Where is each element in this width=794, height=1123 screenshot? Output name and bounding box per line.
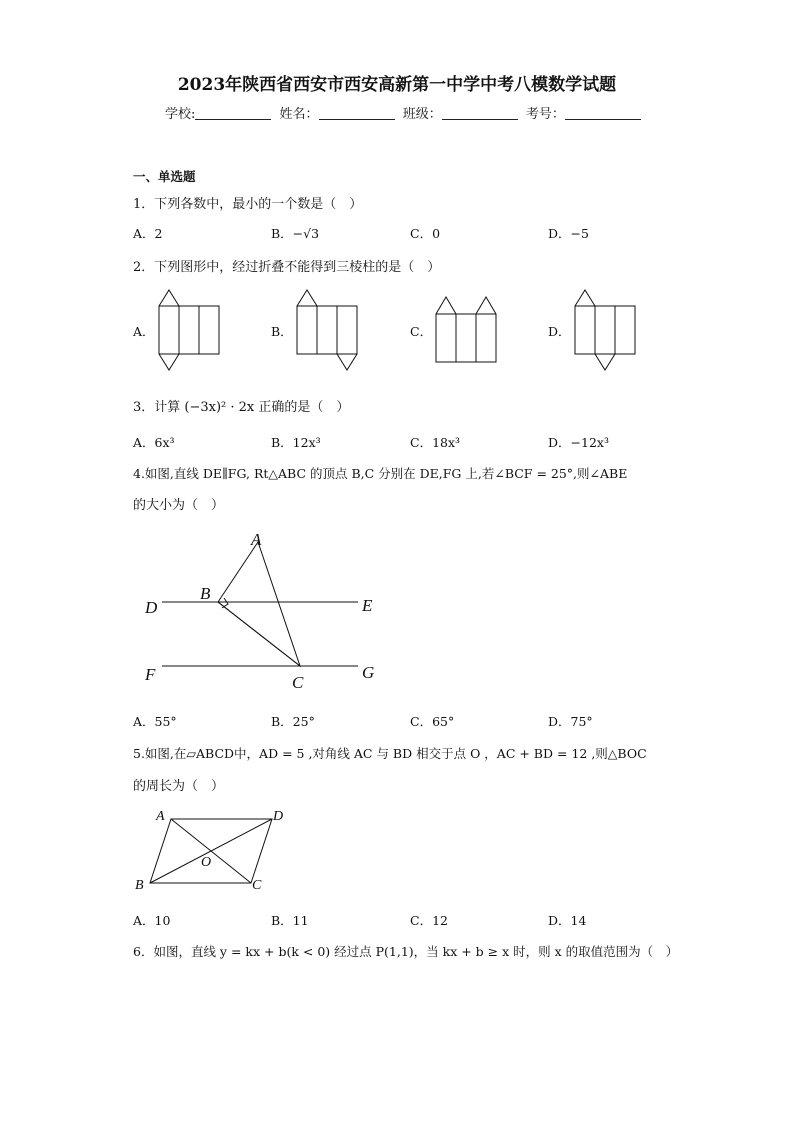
name-label: 姓名： <box>279 107 319 122</box>
right-angle-mark <box>222 598 228 608</box>
name-blank <box>319 106 395 120</box>
question-2-option-d: D． <box>548 324 571 339</box>
label-c: C <box>252 878 262 893</box>
question-5-stem-line-1: 5.如图,在▱ABCD中，AD = 5 ,对角线 AC 与 BD 相交于点 O ，AC + BD = 12 ,则△BOC <box>133 746 647 761</box>
label-b: B <box>135 878 144 893</box>
question-5-option-b: B．11 <box>271 913 309 928</box>
question-5-option-c: C．12 <box>410 913 448 928</box>
question-1-option-c: C．0 <box>410 226 441 241</box>
prism-net-b-figure <box>290 286 370 376</box>
page-title: 2023年陕西省西安市西安高新第一中学中考八模数学试题 <box>177 75 617 95</box>
question-2-option-a: A． <box>133 324 155 339</box>
question-5-option-d: D．14 <box>548 913 587 928</box>
student-info-line <box>165 103 645 122</box>
question-2-option-c: C． <box>410 324 433 339</box>
label-o: O <box>201 855 212 870</box>
question-1-stem: 1．下列各数中，最小的一个数是（ ） <box>133 197 363 212</box>
question-3-option-d: D．−12x³ <box>548 435 609 450</box>
question-3-option-c: C．18x³ <box>410 435 461 450</box>
prism-net-d-figure <box>567 286 647 376</box>
class-blank <box>442 106 518 120</box>
parallel-lines-triangle-figure <box>140 525 390 695</box>
question-4-stem-line-1: 4.如图,直线 DE∥FG, Rt△ABC 的顶点 B,C 分别在 DE,FG 上,若∠BCF = 25°,则∠ABE <box>133 466 628 481</box>
label-e: E <box>362 596 373 615</box>
label-g: G <box>362 663 375 682</box>
exam-number-label: 考号： <box>525 107 565 122</box>
question-5-option-a: A．10 <box>133 913 171 928</box>
question-4-option-d: D．75° <box>548 714 593 729</box>
label-c: C <box>292 673 304 692</box>
school-blank <box>195 106 271 120</box>
question-2-stem: 2．下列图形中，经过折叠不能得到三棱柱的是（ ） <box>133 260 441 275</box>
school-label: 学校: <box>165 107 196 122</box>
question-1-option-a: A．2 <box>133 226 163 241</box>
section-heading: 一、单选题 <box>133 169 196 184</box>
prism-net-a-figure <box>150 286 230 376</box>
parallelogram-figure <box>130 805 290 895</box>
label-d: D <box>145 598 158 617</box>
question-5-stem-line-2: 的周长为（ ） <box>133 779 225 794</box>
label-a: A <box>251 530 262 549</box>
triangle-abc <box>218 542 300 666</box>
label-d: D <box>273 809 284 824</box>
question-4-option-c: C．65° <box>410 714 455 729</box>
question-3-stem: 3．计算 (−3x)² · 2x 正确的是（ ） <box>133 400 350 415</box>
prism-net-c-figure <box>428 290 508 370</box>
exam-number-blank <box>565 106 641 120</box>
question-1-option-d: D．−5 <box>548 226 589 241</box>
question-4-option-a: A．55° <box>133 714 177 729</box>
question-2-option-b: B． <box>271 324 293 339</box>
question-6-stem: 6．如图，直线 y = kx + b(k < 0) 经过点 P(1,1)，当 kx + b ≥ x 时，则 x 的取值范围为（ ） <box>133 944 679 959</box>
question-3-option-a: A．6x³ <box>133 435 175 450</box>
class-label: 班级： <box>402 107 442 122</box>
question-3-option-b: B．12x³ <box>271 435 321 450</box>
label-f: F <box>145 665 156 684</box>
question-4-option-b: B．25° <box>271 714 315 729</box>
label-a: A <box>156 809 165 824</box>
question-4-stem-line-2: 的大小为（ ） <box>133 498 225 513</box>
label-b: B <box>200 584 211 603</box>
question-1-option-b: B．−√3 <box>271 226 320 241</box>
